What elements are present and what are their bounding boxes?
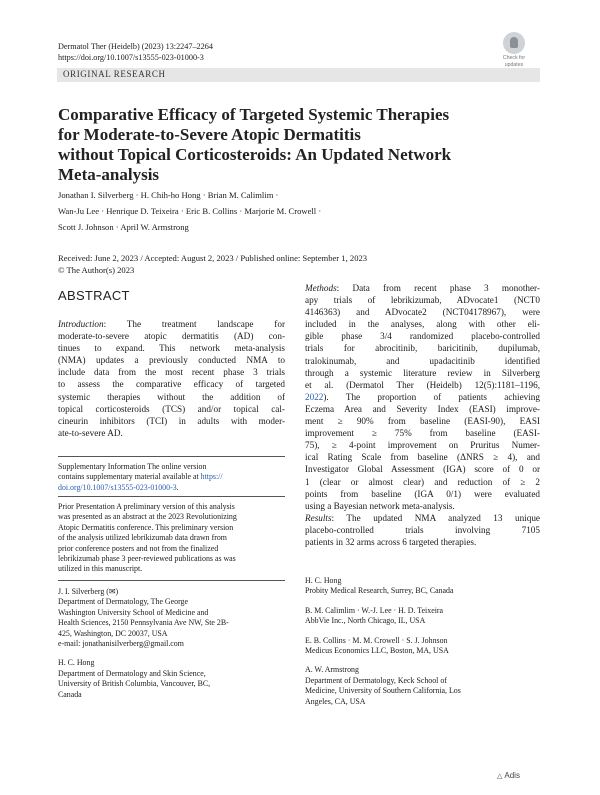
bookmark-icon: [503, 32, 525, 54]
supplementary-doi-link[interactable]: doi.org/10.1007/s13555-023-01000-3: [58, 482, 177, 492]
title-line: for Moderate-to-Severe Atopic Dermatitis: [58, 125, 361, 144]
affiliation-line: Department of Dermatology and Skin Science,: [58, 668, 206, 678]
affiliation-name: E. B. Collins · M. M. Crowell · S. J. Johnson: [305, 635, 448, 645]
affiliation-line: University of British Columbia, Vancouver, BC,: [58, 679, 211, 689]
text-line: using a Bayesian network meta-analysis.: [305, 500, 455, 511]
author-line: Scott J. Johnson · April W. Armstrong: [58, 222, 189, 232]
article-title: [58, 105, 528, 185]
prior-line: utilized in this manuscript.: [58, 564, 143, 574]
article-type: ORIGINAL RESEARCH: [63, 69, 166, 79]
text-line: include data from the most recent phase 3 trials: [58, 367, 285, 378]
copyright-line: © The Author(s) 2023: [58, 264, 135, 275]
publisher-name: Adis: [504, 771, 520, 780]
received-accepted-dates: Received: June 2, 2023 / Accepted: August 2, 2023 / Published online: September 1, 2023: [58, 253, 368, 263]
text-line: [305, 512, 540, 524]
title-line: without Topical Corticosteroids: An Updated Network: [58, 145, 452, 164]
affiliations-left: [58, 587, 285, 700]
author-list: [58, 187, 528, 235]
text-line: ical Rating Scale from baseline (ΔNRS ≥ 4), and: [305, 452, 540, 463]
text-line: [58, 318, 285, 330]
supp-end: .: [176, 482, 179, 492]
reference-link[interactable]: 2022: [305, 391, 324, 402]
prior-presentation: [58, 502, 285, 575]
introduction-paragraph: [58, 318, 285, 439]
triangle-logo-icon: △: [497, 773, 503, 780]
author-email[interactable]: e-mail: jonathanisilverberg@gmail.com: [58, 639, 184, 649]
text-line: improvement ≥ 75% from baseline (EASI-: [305, 428, 540, 439]
journal-citation: [58, 41, 213, 63]
text-line: cineurin inhibitors (TCI) in adults with moder-: [58, 415, 285, 426]
text-run: : Data from recent phase 3 monother-: [336, 283, 540, 293]
text-line: to assess the comparative efficacy of targeted: [58, 379, 285, 390]
text-line: [305, 282, 540, 294]
article-type-banner: [57, 68, 540, 82]
affiliation-line: 425, Washington, DC 20037, USA: [58, 628, 168, 638]
prior-line: Prior Presentation A preliminary version of this analysis: [58, 502, 235, 511]
text-line: systemic therapies without the addition of: [58, 391, 285, 402]
text-line: (NMA) updates a previously conducted NMA to: [58, 355, 285, 366]
supp-link-part[interactable]: https://: [200, 472, 223, 482]
doi-link[interactable]: https://doi.org/10.1007/s13555-023-01000-3: [58, 53, 204, 62]
prior-line: lebrikizumab phase 3 peer-reviewed publications as was: [58, 554, 236, 564]
text-line: tralokinumab, and upadacitinib identified: [305, 355, 540, 366]
text-line: patients in 32 arms across 6 targeted therapies.: [305, 536, 477, 547]
affiliation-line: Department of Dermatology, The George: [58, 597, 189, 607]
affiliation-line: Washington University School of Medicine and: [58, 607, 209, 617]
text-line: 1 (clear or almost clear) and reduction of ≥ 2: [305, 476, 540, 487]
text-line: ate-to-severe AD.: [58, 427, 123, 438]
results-label: Results: [305, 512, 332, 523]
text-line: topical corticosteroids (TCS) and/or topical cal-: [58, 403, 285, 414]
divider: [58, 580, 285, 581]
text-line: [305, 391, 540, 403]
prior-line: was presented as an abstract at the 2023 Revolutionizing: [58, 512, 237, 522]
text-line: placebo-controlled trials involving 7105: [305, 524, 540, 535]
affiliation-name: H. C. Hong: [305, 576, 342, 585]
badge-label-2: updates: [504, 62, 524, 68]
text-line: et al. (Dermatol Ther (Heidelb) 12(5):1181–1196,: [305, 379, 540, 390]
title-line: Comparative Efficacy of Targeted Systemic Therapies: [58, 105, 450, 124]
prior-line: Atopic Dermatitis conference. This preliminary version: [58, 522, 234, 532]
text-line: trials for abrocitinib, baricitinib, dupilumab,: [305, 343, 540, 354]
text-line: apy trials of lebrikizumab, ADvocate1 (NCT0: [305, 295, 540, 306]
affiliations-right: [305, 576, 540, 707]
text-line: through a systemic literature review in Silverberg: [305, 367, 540, 378]
text-line: ment ≥ 90% from baseline (EASI-90), EASI: [305, 416, 540, 427]
publisher-logo: [497, 771, 520, 780]
text-run: ). The proportion of patients achieving: [323, 391, 540, 402]
affiliation-name: B. M. Calimlim · W.-J. Lee · H. D. Teixeira: [305, 605, 444, 615]
affiliation-line: Angeles, CA, USA: [305, 696, 366, 706]
text-line: 75), ≥ 4-point improvement on Pruritus Numer-: [305, 440, 540, 451]
supplementary-information: [58, 462, 285, 493]
text-line: points from baseline (IGA 0/1) were evaluated: [305, 488, 540, 499]
affiliation-name: H. C. Hong: [58, 658, 95, 668]
badge-label-1: Check for: [502, 55, 526, 61]
divider: [58, 496, 285, 497]
text-line: moderate-to-severe atopic dermatitis (AD) con-: [58, 331, 285, 342]
text-line: gible phase 3/4 randomized placebo-controlled: [305, 331, 540, 342]
text-run: : The updated NMA analyzed 13 unique: [331, 512, 540, 523]
text-line: tinues to expand. This network meta-analysis: [58, 343, 285, 354]
divider: [58, 456, 285, 457]
affiliation-line: Probity Medical Research, Surrey, BC, Canada: [305, 586, 454, 596]
affiliation-name: J. I. Silverberg (✉): [58, 587, 119, 596]
methods-label: Methods: [305, 283, 337, 293]
author-line: Jonathan I. Silverberg · H. Chih-ho Hong · Brian M. Calimlim ·: [58, 190, 279, 200]
journal-reference: Dermatol Ther (Heidelb) (2023) 13:2247–2264: [58, 42, 213, 51]
supp-line: Supplementary Information The online version: [58, 462, 207, 471]
affiliation-line: Canada: [58, 689, 82, 699]
introduction-label: Introduction: [58, 319, 104, 329]
abstract-heading: ABSTRACT: [58, 288, 130, 303]
text-line: Eczema Area and Severity Index (EASI) improve-: [305, 403, 540, 414]
text-line: 4146363) and ADvocate2 (NCT04178967), were: [305, 307, 540, 318]
affiliation-line: Department of Dermatology, Keck School of: [305, 675, 447, 685]
affiliation-line: AbbVie Inc., North Chicago, IL, USA: [305, 616, 426, 626]
text-run: : The treatment landscape for: [103, 319, 285, 329]
prior-line: prior conference posters and not from the finalized: [58, 543, 219, 553]
prior-line: of the analysis utilized lebrikizumab data drawn from: [58, 533, 227, 543]
check-for-updates-badge[interactable]: [497, 32, 531, 68]
affiliation-line: Medicus Economics LLC, Boston, MA, USA: [305, 646, 449, 656]
affiliation-line: Medicine, University of Southern California, Los: [305, 686, 461, 696]
publication-dates: [58, 253, 528, 276]
author-line: Wan-Ju Lee · Henrique D. Teixeira · Eric B. Collins · Marjorie M. Crowell ·: [58, 206, 322, 216]
text-line: included in the analyses, along with other eli-: [305, 319, 540, 330]
methods-results-paragraph: [305, 282, 540, 548]
affiliation-name: A. W. Armstrong: [305, 665, 359, 675]
supp-text: contains supplementary material available at: [58, 472, 201, 482]
affiliation-line: Health Sciences, 2150 Pennsylvania Ave NW, Ste 2B-: [58, 618, 229, 628]
title-line: Meta-analysis: [58, 165, 160, 184]
text-line: Investigator Global Assessment (IGA) score of 0 or: [305, 464, 540, 475]
